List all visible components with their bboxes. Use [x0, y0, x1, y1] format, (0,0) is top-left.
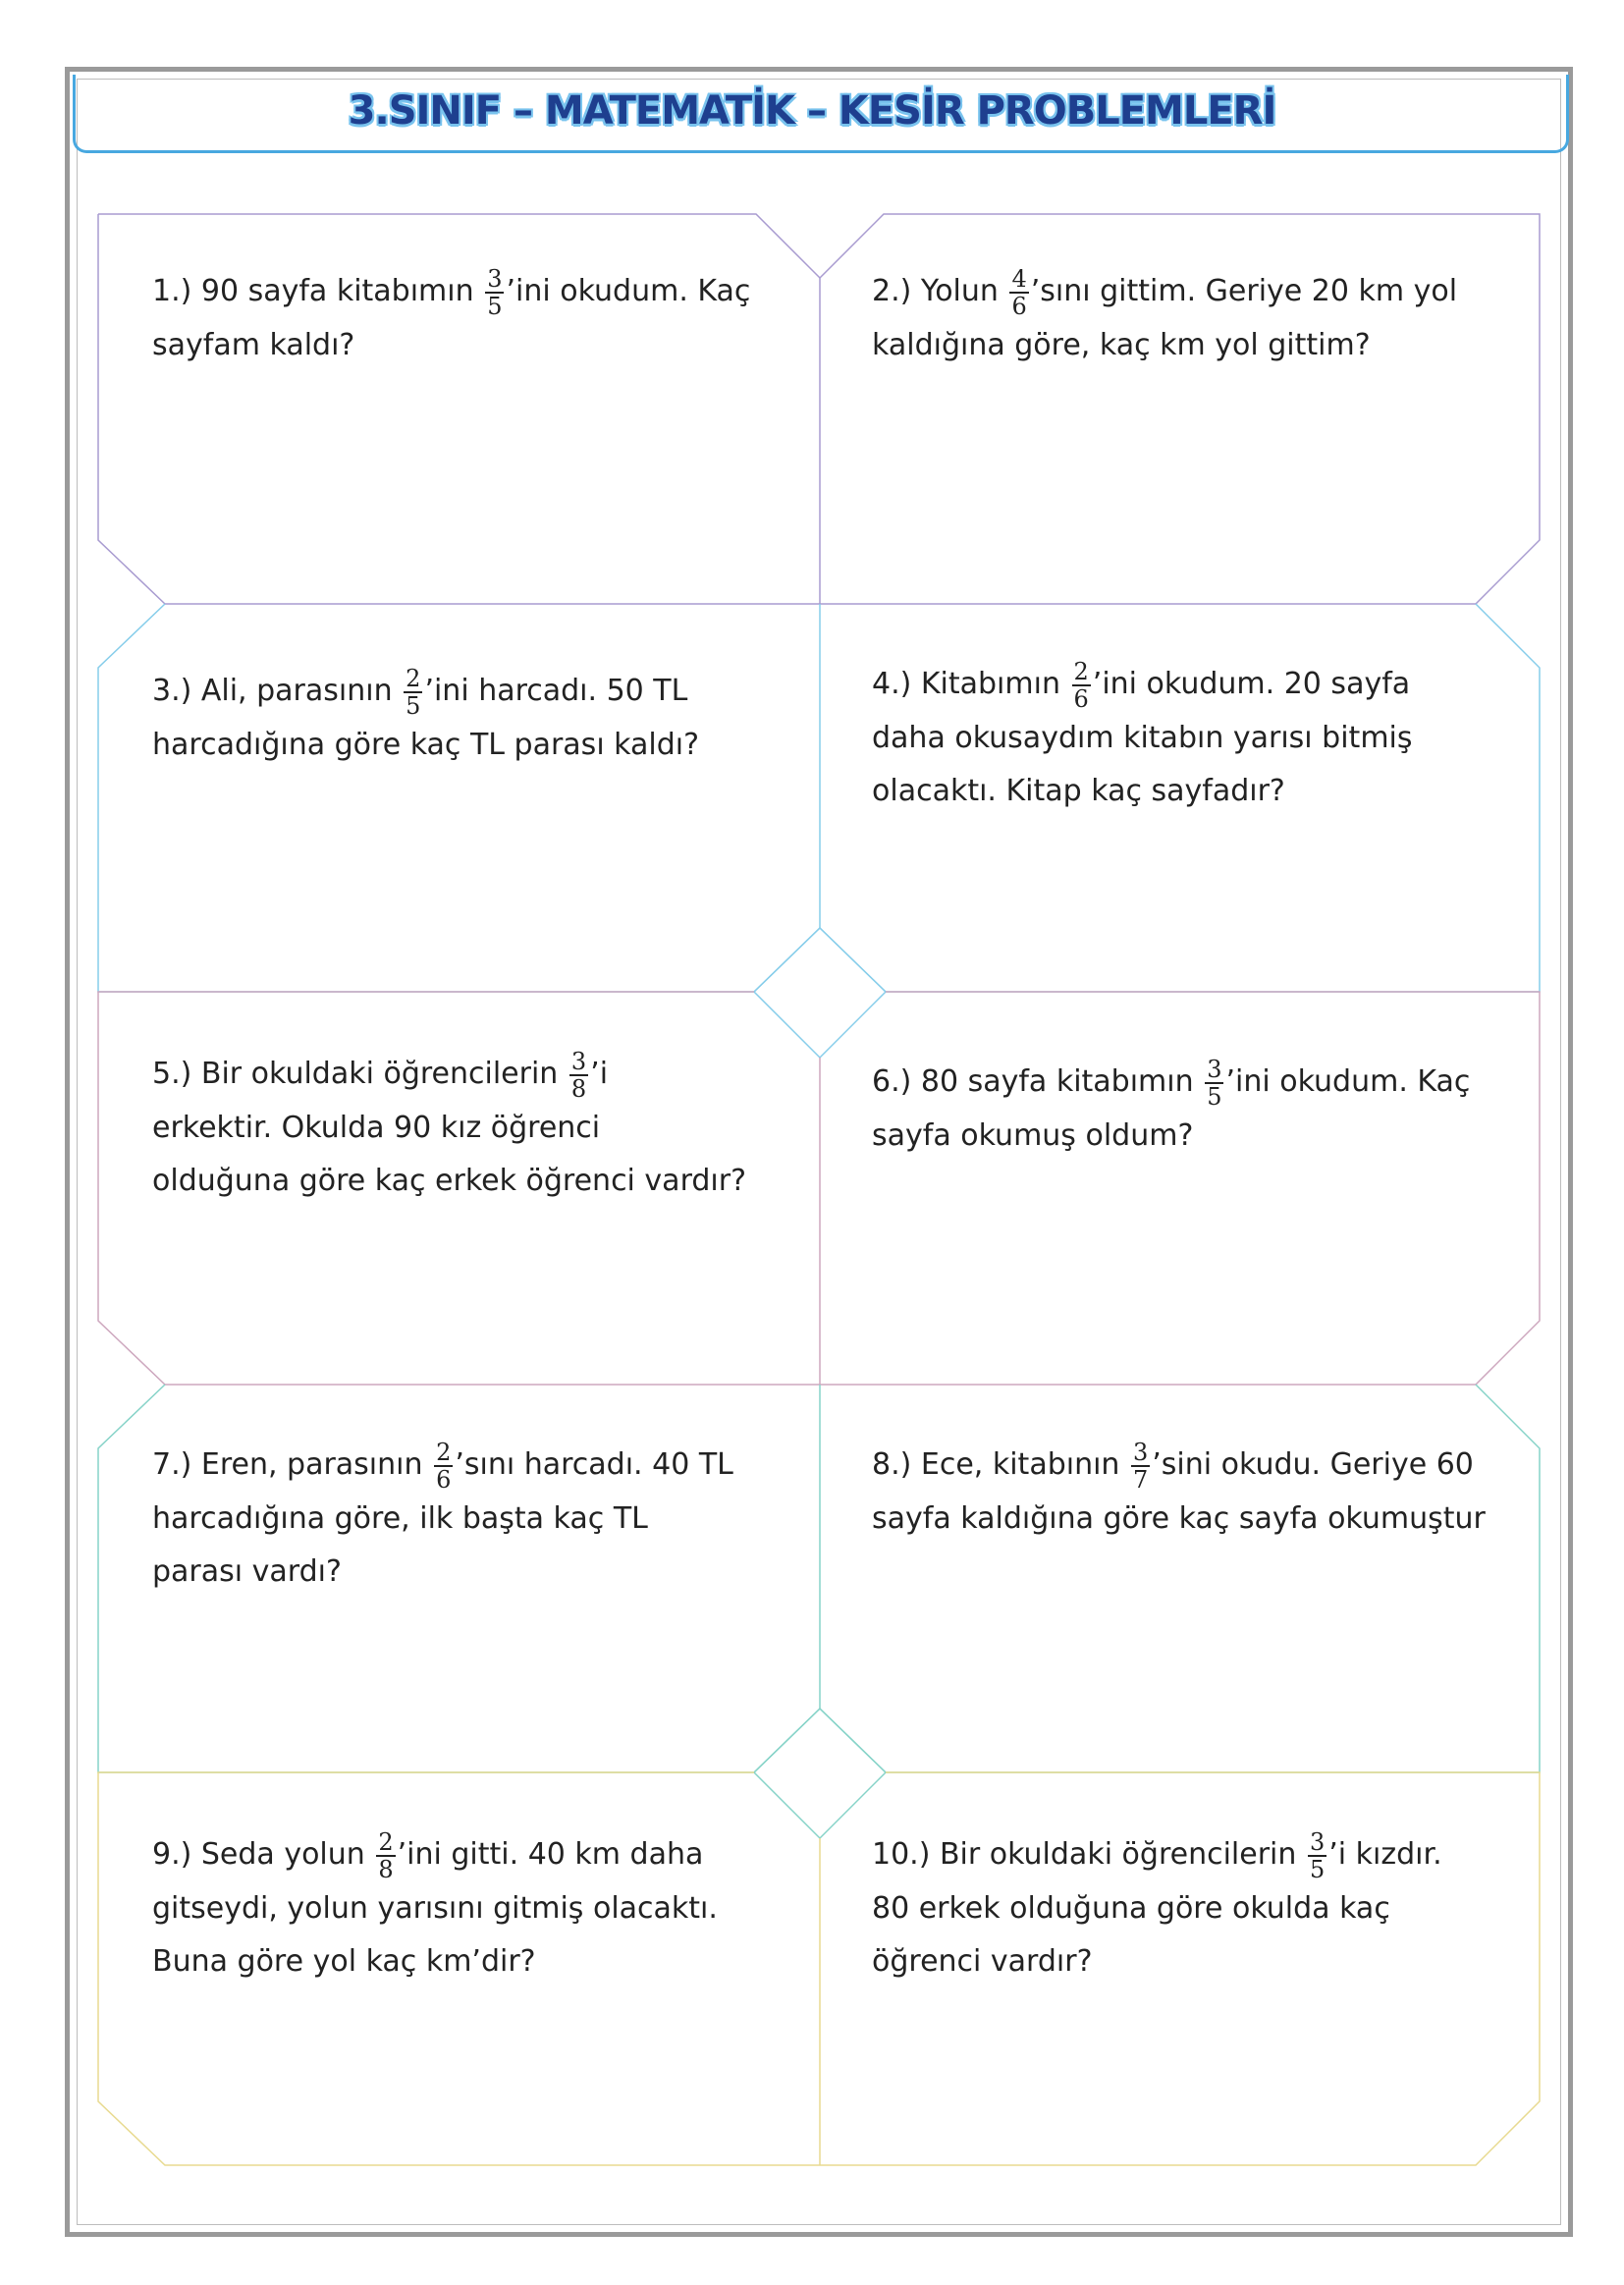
q4-text: 4.) Kitabımın — [872, 667, 1060, 701]
q6-line2: sayfa okumuş oldum? — [872, 1117, 1194, 1153]
q4-fraction — [1072, 659, 1091, 712]
q3-line2: harcadığına göre kaç TL parası kaldı? — [152, 727, 700, 762]
q8-fraction — [1131, 1440, 1150, 1493]
q8-den: 7 — [1132, 1465, 1149, 1494]
q4-suffix: ’ini okudum. 20 sayfa — [1092, 667, 1411, 701]
q7-suffix: ’sını harcadı. 40 TL — [455, 1447, 733, 1482]
q1-text: 1.) 90 sayfa kitabımın — [152, 274, 474, 308]
q10-suffix: ’i kızdır. — [1328, 1837, 1442, 1872]
q10-line3: öğrenci vardır? — [872, 1943, 1093, 1979]
q3-suffix: ’ini harcadı. 50 TL — [424, 674, 688, 708]
q9-line3: Buna göre yol kaç km’dir? — [152, 1943, 536, 1979]
question-6 — [872, 1056, 1470, 1163]
question-8 — [872, 1439, 1530, 1546]
page-title: 3.SINIF – MATEMATİK – KESİR PROBLEMLERİ — [348, 88, 1276, 134]
q9-suffix: ’ini gitti. 40 km daha — [397, 1837, 704, 1872]
q5-line3: olduğuna göre kaç erkek öğrenci vardır? — [152, 1163, 747, 1198]
q5-suffix: ’i — [590, 1057, 609, 1091]
q6-suffix: ’ini okudum. Kaç — [1225, 1064, 1471, 1099]
q7-text: 7.) Eren, parasının — [152, 1447, 423, 1482]
q9-num: 2 — [378, 1827, 394, 1856]
q2-line2: kaldığına göre, kaç km yol gittim? — [872, 327, 1371, 362]
q4-den: 6 — [1073, 684, 1089, 713]
q3-den: 5 — [406, 691, 421, 720]
diamond-1 — [754, 928, 886, 1058]
q5-num: 3 — [570, 1047, 587, 1075]
diamond-2 — [754, 1709, 886, 1838]
q10-num: 3 — [1309, 1827, 1326, 1856]
q6-num: 3 — [1207, 1055, 1222, 1083]
q10-line2: 80 erkek olduğuna göre okulda kaç — [872, 1890, 1390, 1926]
q7-den: 6 — [436, 1465, 452, 1494]
q8-num: 3 — [1132, 1439, 1149, 1466]
q10-fraction — [1308, 1829, 1326, 1882]
question-1 — [152, 265, 750, 372]
q10-text: 10.) Bir okuldaki öğrencilerin — [872, 1837, 1297, 1872]
q8-text: 8.) Ece, kitabının — [872, 1447, 1120, 1482]
q6-den: 5 — [1207, 1082, 1222, 1111]
q8-suffix: ’sini okudu. Geriye 60 — [1152, 1447, 1474, 1482]
q8-line2: sayfa kaldığına göre kaç sayfa okumuştur — [872, 1500, 1486, 1536]
q6-text: 6.) 80 sayfa kitabımın — [872, 1064, 1194, 1099]
q7-num: 2 — [436, 1438, 452, 1466]
q5-line2: erkektir. Okulda 90 kız öğrenci — [152, 1110, 601, 1145]
q1-den: 5 — [487, 292, 503, 320]
q1-line2: sayfam kaldı? — [152, 327, 355, 362]
q3-fraction — [404, 666, 422, 719]
q9-text: 9.) Seda yolun — [152, 1837, 365, 1872]
q2-fraction — [1009, 266, 1028, 319]
q6-fraction — [1205, 1057, 1223, 1110]
q5-den: 8 — [570, 1074, 587, 1103]
q4-num: 2 — [1073, 657, 1089, 685]
question-10 — [872, 1828, 1442, 1988]
q1-fraction — [485, 266, 504, 319]
question-4 — [872, 658, 1413, 818]
q2-suffix: ’sını gittim. Geriye 20 km yol — [1030, 274, 1458, 308]
question-7 — [152, 1439, 733, 1599]
q7-line3: parası vardı? — [152, 1553, 342, 1589]
q5-fraction — [569, 1049, 588, 1102]
q3-text: 3.) Ali, parasının — [152, 674, 393, 708]
q4-line3: olacaktı. Kitap kaç sayfadır? — [872, 773, 1285, 808]
question-2 — [872, 265, 1457, 372]
q2-num: 4 — [1011, 264, 1027, 293]
question-9 — [152, 1828, 718, 1988]
q2-text: 2.) Yolun — [872, 274, 999, 308]
q1-suffix: ’ini okudum. Kaç — [506, 274, 751, 308]
q9-fraction — [376, 1829, 395, 1882]
q7-line2: harcadığına göre, ilk başta kaç TL — [152, 1500, 648, 1536]
q3-num: 2 — [406, 664, 421, 692]
q4-line2: daha okusaydım kitabın yarısı bitmiş — [872, 720, 1413, 755]
q9-line2: gitseydi, yolun yarısını gitmiş olacaktı. — [152, 1890, 718, 1926]
q5-text: 5.) Bir okuldaki öğrencilerin — [152, 1057, 559, 1091]
q7-fraction — [434, 1440, 453, 1493]
question-5 — [152, 1048, 746, 1208]
q10-den: 5 — [1309, 1855, 1326, 1883]
question-3 — [152, 665, 699, 772]
q9-den: 8 — [378, 1855, 394, 1883]
q1-num: 3 — [487, 264, 503, 293]
q2-den: 6 — [1011, 292, 1027, 320]
